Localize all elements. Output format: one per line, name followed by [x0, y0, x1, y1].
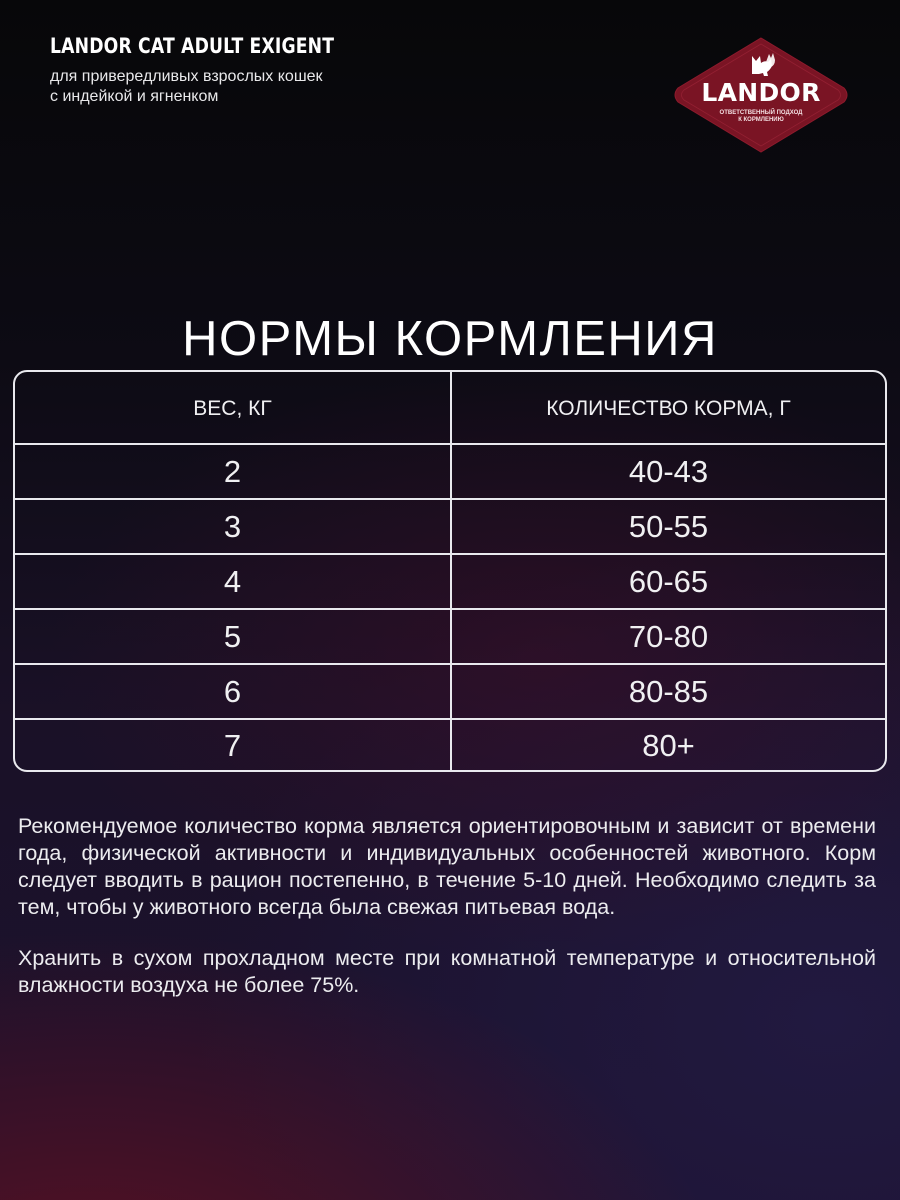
feeding-table — [13, 370, 887, 772]
brand-logo — [672, 36, 850, 154]
note-paragraph: Рекомендуемое количество корма является ориентировочным и зависит от времени года, физической активности и индивидуальных особенностей животного. Корм следует вводить в рацион постепенно, в течение 5-10 дней. Необходимо следить за тем, чтобы у животного всегда была свежая питьевая вода. — [18, 814, 876, 919]
logo-tagline-line: ОТВЕТСТВЕННЫЙ ПОДХОД — [719, 110, 803, 116]
header-weight: ВЕС, КГ — [15, 372, 452, 443]
section-title: НОРМЫ КОРМЛЕНИЯ — [182, 311, 718, 366]
cell-amount: 60-65 — [628, 563, 709, 599]
table-header-row — [15, 372, 885, 445]
cell-weight: 6 — [15, 665, 452, 718]
table-row — [15, 610, 885, 665]
storage-paragraph: Хранить в сухом прохладном месте при комнатной температуре и относительной влажности воздуха не более 75%. — [18, 946, 876, 997]
cell-amount: 80+ — [642, 728, 695, 763]
product-subtitle — [50, 67, 470, 107]
table-row — [15, 555, 885, 610]
table-row — [15, 665, 885, 720]
logo-tagline-line: К КОРМЛЕНИЮ — [738, 117, 784, 123]
cell-weight: 2 — [15, 445, 452, 498]
logo-brand-text: LANDOR — [701, 78, 821, 107]
header-amount: КОЛИЧЕСТВО КОРМА, Г — [546, 396, 791, 420]
cell-weight: 7 — [15, 720, 452, 772]
table-row — [15, 720, 885, 772]
cell-weight: 4 — [15, 555, 452, 608]
cell-amount: 50-55 — [628, 508, 709, 544]
table-row — [15, 500, 885, 555]
subtitle-line: с индейкой и ягненком — [50, 88, 219, 105]
table-row — [15, 445, 885, 500]
cell-amount: 40-43 — [628, 453, 709, 489]
feeding-notes — [18, 813, 876, 1023]
product-title: LANDOR CAT ADULT EXIGENT — [50, 34, 335, 58]
cell-weight: 3 — [15, 500, 452, 553]
subtitle-line: для привередливых взрослых кошек — [50, 68, 323, 85]
logo-tagline — [706, 110, 816, 124]
cell-amount: 80-85 — [628, 673, 709, 709]
cell-amount: 70-80 — [628, 618, 709, 654]
cell-weight: 5 — [15, 610, 452, 663]
